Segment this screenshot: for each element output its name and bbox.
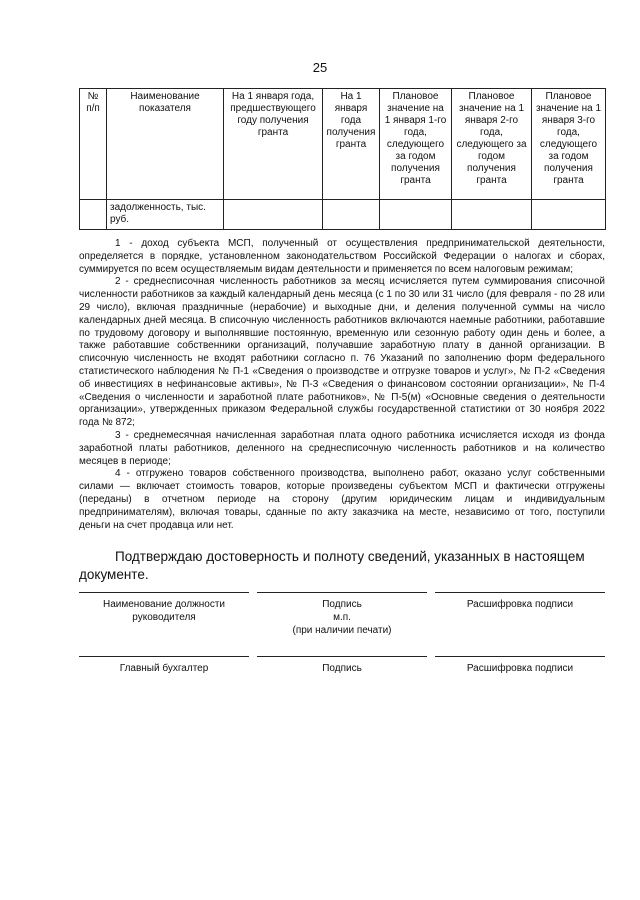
signature-line: [257, 592, 427, 593]
table-cell: [380, 200, 452, 230]
signature-line: [79, 592, 249, 593]
column-header-grant-year: На 1 января года получения гранта: [323, 89, 380, 200]
director-decoding-label: Расшифровка подписи: [466, 599, 574, 610]
accountant-decoding-label: Расшифровка подписи: [466, 663, 574, 674]
director-decoding-field: [435, 592, 605, 611]
table-cell: [532, 200, 606, 230]
accountant-signature-field: [257, 656, 427, 675]
table-cell: [452, 200, 532, 230]
table-row: [80, 200, 606, 230]
confirmation-statement: Подтверждаю достоверность и полноту сведений, указанных в настоящем документе.: [79, 549, 585, 582]
column-header-plan-year-1: Плановое значение на 1 января 1-го года, следующего за годом получения гранта: [380, 89, 452, 200]
footnote-2: 2 - среднесписочная численность работников за месяц исчисляется путем суммирования списочной численности работников за каждый календарный день месяца (с 1 по 30 или 31 число (для февраля - по 28 или 29 число), включая праздничные (нерабочие) и выходные дни, и деления полученной суммы на число календарных дней месяца. В списочную численность работников включаются наемные работники, работавшие по трудовому договору и выполнявшие постоянную, временную или сезонную работу один день и более, а также работавшие собственники организаций, получавшие заработную плату в данной организации. В списочную численность не входят работники согласно п. 76 Указаний по заполнению форм федерального статистического наблюдения № П-1 «Сведения о производстве и отгрузке товаров и услуг», № П-2 «Сведения об инвестициях в нефинансовые активы», № П-3 «Сведения о финансовом состоянии организации», № П-4 «Сведения о численности и заработной плате работников», № П-5(м) «Основные сведения о деятельности организации», утвержденных приказом Федеральной службы государственной статистики от 30 ноября 2022 года № 872;: [79, 276, 605, 429]
signature-row-accountant: [79, 656, 605, 706]
stamp-label: м.п.: [333, 612, 351, 623]
table-cell: [224, 200, 323, 230]
column-header-number: № п/п: [80, 89, 107, 200]
column-header-plan-year-3: Плановое значение на 1 января 3-го года, следующего за годом получения гранта: [532, 89, 606, 200]
table-cell: [80, 200, 107, 230]
accountant-position-label: Главный бухгалтер: [119, 663, 209, 674]
table-cell: [323, 200, 380, 230]
accountant-position-field: [79, 656, 249, 675]
table-cell: задолженность, тыс. руб.: [107, 200, 224, 230]
page-number: 25: [312, 60, 328, 75]
accountant-decoding-field: [435, 656, 605, 675]
table-header-row: [80, 89, 606, 200]
column-header-prev-year: На 1 января года, предшествующего году получения гранта: [224, 89, 323, 200]
director-position-label: Наименование должности руководителя: [102, 599, 226, 623]
signature-row-director: [79, 592, 605, 642]
footnote-3: 3 - среднемесячная начисленная заработная плата одного работника исчисляется исходя из фонда заработной платы работников, деленного на среднесписочную численность работников и на количество месяцев в периоде;: [79, 429, 605, 467]
director-signature-field: [257, 592, 427, 637]
column-header-indicator: Наименование показателя: [107, 89, 224, 200]
director-position-field: [79, 592, 249, 624]
footnotes: [79, 238, 605, 532]
signature-line: [435, 656, 605, 657]
footnote-1: 1 - доход субъекта МСП, полученный от осуществления предпринимательской деятельности, определяется в порядке, установленном законодательством Российской Федерации о налогах и сборах, суммируется по всем осуществляемым видам деятельности и применяется по всем налоговым режимам;: [79, 238, 605, 275]
footnote-4: 4 - отгружено товаров собственного производства, выполнено работ, оказано услуг собственными силами — включает стоимость товаров, которые произведены субъектом МСП и фактически отгружены (переданы) в отчетном периоде на сторону (другим юридическим лицам и индивидуальным предпринимателям), включая товары, сданные по акту заказчика на месте, независимо от того, поступили деньги на счет продавца или нет.: [79, 468, 605, 531]
stamp-note: (при наличии печати): [292, 625, 392, 636]
director-signature-label: Подпись: [322, 599, 362, 610]
signature-line: [435, 592, 605, 593]
accountant-signature-label: Подпись: [322, 663, 362, 674]
column-header-plan-year-2: Плановое значение на 1 января 2-го года, следующего за годом получения гранта: [452, 89, 532, 200]
indicators-table: [79, 88, 606, 230]
signature-line: [257, 656, 427, 657]
signature-line: [79, 656, 249, 657]
